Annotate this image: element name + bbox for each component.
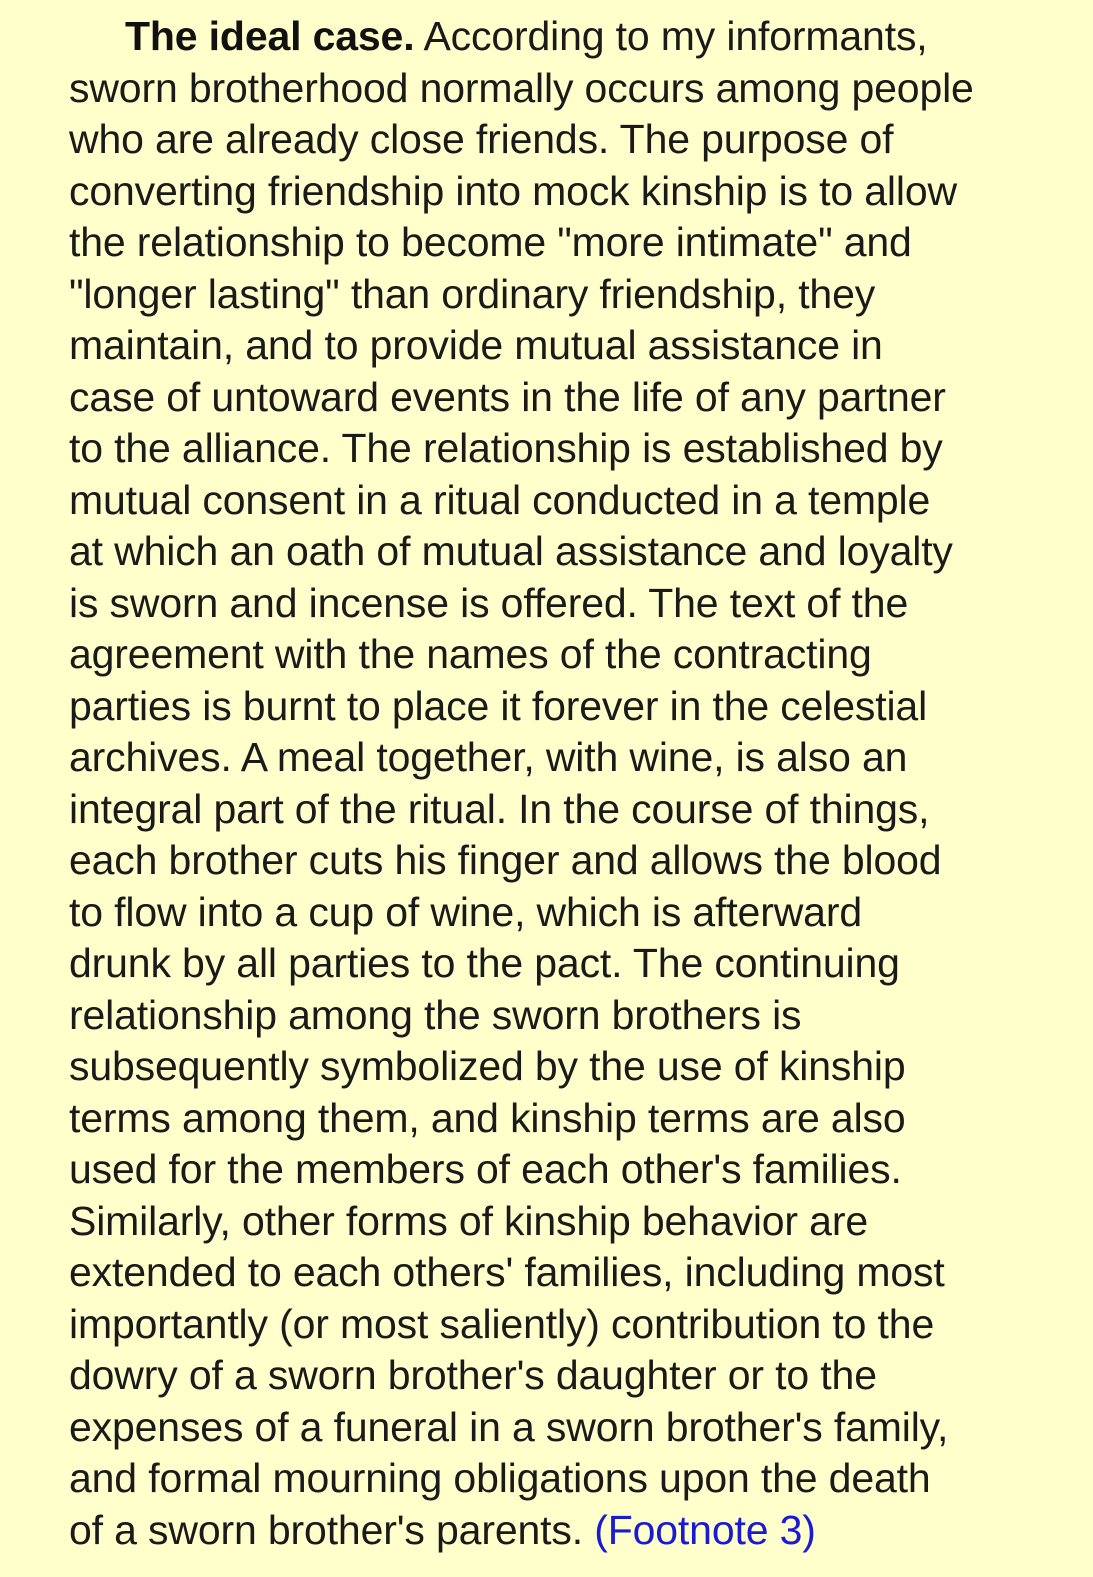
paragraph-line: used for the members of each other's families. bbox=[69, 1146, 902, 1192]
paragraph-line: subsequently symbolized by the use of kinship bbox=[69, 1043, 906, 1089]
line-text: According to my informants, bbox=[423, 13, 928, 59]
body-paragraph bbox=[69, 11, 1059, 1556]
paragraph-line: and formal mourning obligations upon the death bbox=[69, 1455, 931, 1501]
paragraph-line bbox=[69, 1505, 1059, 1557]
paragraph-line: to the alliance. The relationship is established by bbox=[69, 425, 943, 471]
paragraph-line: terms among them, and kinship terms are also bbox=[69, 1094, 906, 1141]
paragraph-line: drunk by all parties to the pact. The continuing bbox=[69, 940, 900, 986]
paragraph-line: converting friendship into mock kinship is to allow bbox=[69, 167, 957, 214]
paragraph-line: maintain, and to provide mutual assistance in bbox=[69, 322, 883, 368]
paragraph-line: archives. A meal together, with wine, is also an bbox=[69, 734, 908, 780]
paragraph-line: agreement with the names of the contracting bbox=[69, 631, 872, 677]
paragraph-line: who are already close friends. The purpose of bbox=[69, 116, 894, 162]
section-lead-heading: The ideal case. bbox=[125, 13, 415, 59]
paragraph-line: "longer lasting" than ordinary friendship, they bbox=[69, 270, 876, 317]
paragraph-line bbox=[69, 11, 1059, 63]
paragraph-line: at which an oath of mutual assistance and loyalty bbox=[69, 528, 953, 574]
paragraph-line: relationship among the sworn brothers is bbox=[69, 991, 802, 1038]
paragraph-line: case of untoward events in the life of any partner bbox=[69, 373, 946, 420]
paragraph-line: each brother cuts his finger and allows the blood bbox=[69, 837, 942, 883]
paragraph-line: integral part of the ritual. In the course of things, bbox=[69, 785, 930, 832]
line-text: of a sworn brother's parents. bbox=[69, 1506, 583, 1553]
paragraph-line: the relationship to become "more intimate" and bbox=[69, 219, 912, 265]
paragraph-line: to flow into a cup of wine, which is afterward bbox=[69, 888, 862, 935]
paragraph-line: parties is burnt to place it forever in the celestial bbox=[69, 682, 928, 729]
paragraph-line: Similarly, other forms of kinship behavior are bbox=[69, 1197, 868, 1244]
paragraph-line: expenses of a funeral in a sworn brother's family, bbox=[69, 1403, 949, 1450]
paragraph-line: is sworn and incense is offered. The text of the bbox=[69, 579, 909, 626]
footnote-link[interactable]: (Footnote 3) bbox=[594, 1506, 816, 1553]
paragraph-line: sworn brotherhood normally occurs among people bbox=[69, 64, 974, 111]
paragraph-line: extended to each others' families, including most bbox=[69, 1249, 945, 1295]
paragraph-line: dowry of a sworn brother's daughter or to the bbox=[69, 1352, 877, 1398]
paragraph-line: mutual consent in a ritual conducted in a temple bbox=[69, 476, 931, 523]
paragraph-line: importantly (or most saliently) contribution to the bbox=[69, 1300, 935, 1347]
